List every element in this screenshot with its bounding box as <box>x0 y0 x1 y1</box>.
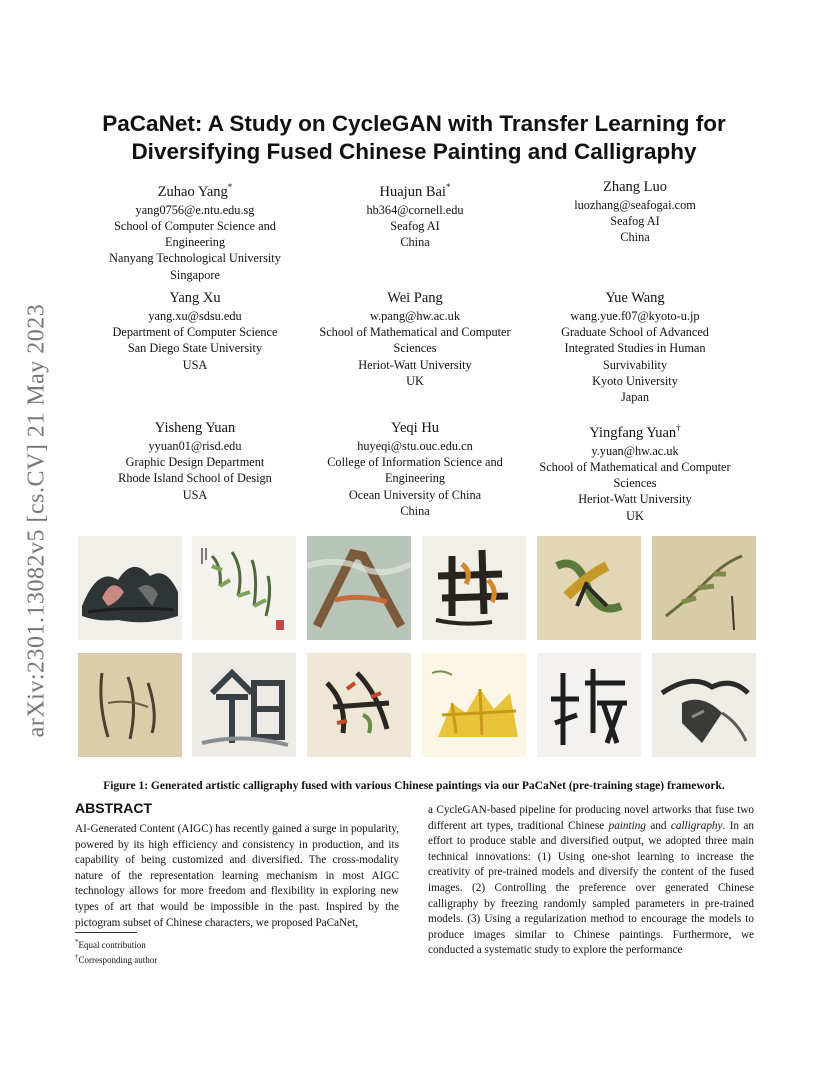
figure-image <box>192 653 296 757</box>
author-card <box>525 419 745 524</box>
author-affiliation: Graphic Design Department <box>125 455 265 470</box>
author-affiliation: Seafog AI <box>390 219 440 234</box>
figure-image <box>537 536 641 640</box>
figure-image <box>78 653 182 757</box>
footnote-equal-contribution: *Equal contribution <box>75 938 146 950</box>
abstract-right-column <box>428 803 754 959</box>
author-affiliation: Ocean University of China <box>348 487 482 502</box>
author-mark: † <box>676 423 681 433</box>
author-card <box>305 419 525 524</box>
author-affiliation: Department of Computer Science <box>112 325 278 340</box>
author-name: Yingfang Yuan <box>589 424 677 441</box>
figure-image <box>307 536 411 640</box>
author-email: hb364@cornell.edu <box>366 202 464 217</box>
author-affiliation: Integrated Studies in Human <box>564 341 706 356</box>
footnote-corresponding-author: †Corresponding author <box>75 953 158 965</box>
footnote-rule <box>75 932 137 933</box>
figure-image <box>422 653 526 757</box>
figure-image <box>652 536 756 640</box>
figure-image <box>652 653 756 757</box>
author-card <box>525 289 745 405</box>
author-name: Wei Pang <box>387 290 443 306</box>
abstract-paragraph: AI-Generated Content (AIGC) has recently gained a surge in popularity, powered by its high efficiency and consistency in production, and its capability of being customized and diversified. The cross-modality nature of the representation learning mechanism in most AIGC technology allows for more freedom and flexibility in exploring new types of art that would be impossible in the past. Inspired by the pictogram subset of Chinese characters, we proposed PaCaNet, <box>75 823 399 929</box>
author-affiliation: Kyoto University <box>592 373 678 388</box>
author-affiliation: San Diego State University <box>127 341 263 356</box>
author-country: USA <box>182 357 208 372</box>
author-name: Zuhao Yang <box>157 183 228 200</box>
author-card <box>525 178 745 283</box>
author-country: China <box>620 230 650 245</box>
footnotes <box>75 936 157 966</box>
author-country: Singapore <box>170 267 220 282</box>
author-name: Yeqi Hu <box>390 420 440 436</box>
author-mark: * <box>227 182 233 192</box>
author-row-3 <box>85 419 745 524</box>
author-affiliation: Heriot-Watt University <box>358 357 472 372</box>
arxiv-id-text: arXiv:2301.13082v5 [cs.CV] 21 May 2023 <box>23 303 50 737</box>
author-email: luozhang@seafogai.com <box>574 198 696 212</box>
author-country: China <box>400 235 430 250</box>
author-country: Japan <box>621 390 649 405</box>
emphasis-calligraphy: calligraphy <box>670 819 723 832</box>
author-affiliation: School of Mathematical and Computer <box>539 460 731 475</box>
author-email: huyeqi@stu.ouc.edu.cn <box>357 439 473 453</box>
figure-caption: Figure 1: Generated artistic calligraphy fused with various Chinese paintings via our PaCaNet (pre-training stage) framework. <box>103 780 725 792</box>
author-affiliation: Seafog AI <box>610 214 660 229</box>
author-country: USA <box>182 487 208 502</box>
author-email: w.pang@hw.ac.uk <box>370 309 460 323</box>
abstract-left-column <box>75 800 399 931</box>
abstract-continuation: a CycleGAN-based pipeline for producing novel artworks that fuse two different art types, traditional Chinese painting and calligraphy. In an effort to produce stable and diversified output, we adopted three main technical innovations: (1) Using one-shot learning to increase the creativity of pre-trained models and diversify the content of the fused images. (2) Controlling the preference over generated Chinese calligraphy by freezing randomly sampled parameters in pre-trained models. (3) Using a regularization method to encourage the models to produce images similar to Chinese paintings. Furthermore, we conducted a systematic study to explore the performance <box>428 804 754 957</box>
author-email: yang.xu@sdsu.edu <box>148 309 242 323</box>
author-affiliation: Rhode Island School of Design <box>118 471 272 486</box>
author-card <box>85 419 305 524</box>
figure-image <box>192 536 296 640</box>
author-affiliation: Heriot-Watt University <box>578 492 692 507</box>
author-name: Yue Wang <box>605 290 665 306</box>
author-name: Huajun Bai <box>379 183 446 200</box>
figure-image <box>307 653 411 757</box>
title-line-1: PaCaNet: A Study on CycleGAN with Transfer Learning for <box>102 111 726 136</box>
emphasis-painting: painting <box>608 819 646 832</box>
paper-title <box>60 110 768 166</box>
author-name: Yang Xu <box>169 290 221 306</box>
author-row-1 <box>85 178 745 283</box>
author-mark: * <box>445 182 451 192</box>
arxiv-sidebar-id <box>22 280 52 760</box>
author-country: UK <box>406 373 424 388</box>
author-affiliation: School of Computer Science and <box>114 219 276 234</box>
title-line-2: Diversifying Fused Chinese Painting and Calligraphy <box>131 139 697 164</box>
author-name: Zhang Luo <box>602 179 668 195</box>
author-card <box>305 178 525 283</box>
figure-image <box>537 653 641 757</box>
author-affiliation: Sciences <box>613 476 657 491</box>
author-affiliation: College of Information Science and <box>327 455 503 470</box>
author-affiliation: Engineering <box>384 471 446 486</box>
author-email: wang.yue.f07@kyoto-u.jp <box>570 309 700 323</box>
author-row-2 <box>85 289 745 405</box>
abstract-heading: ABSTRACT <box>75 800 152 816</box>
figure-image <box>422 536 526 640</box>
author-country: China <box>400 503 430 518</box>
author-country: UK <box>626 508 644 523</box>
author-affiliation: Survivability <box>602 357 668 372</box>
author-affiliation: Engineering <box>164 235 226 250</box>
author-card <box>305 289 525 405</box>
author-affiliation: Graduate School of Advanced <box>561 325 709 340</box>
author-email: yang0756@e.ntu.edu.sg <box>135 202 255 217</box>
author-card <box>85 289 305 405</box>
author-email: yyuan01@risd.edu <box>148 439 242 453</box>
author-name: Yisheng Yuan <box>154 420 236 436</box>
author-affiliation: Nanyang Technological University <box>109 251 281 266</box>
author-card <box>85 178 305 283</box>
author-affiliation: Sciences <box>393 341 437 356</box>
author-email: y.yuan@hw.ac.uk <box>591 443 679 458</box>
figure-image <box>78 536 182 640</box>
author-affiliation: School of Mathematical and Computer <box>319 325 511 340</box>
